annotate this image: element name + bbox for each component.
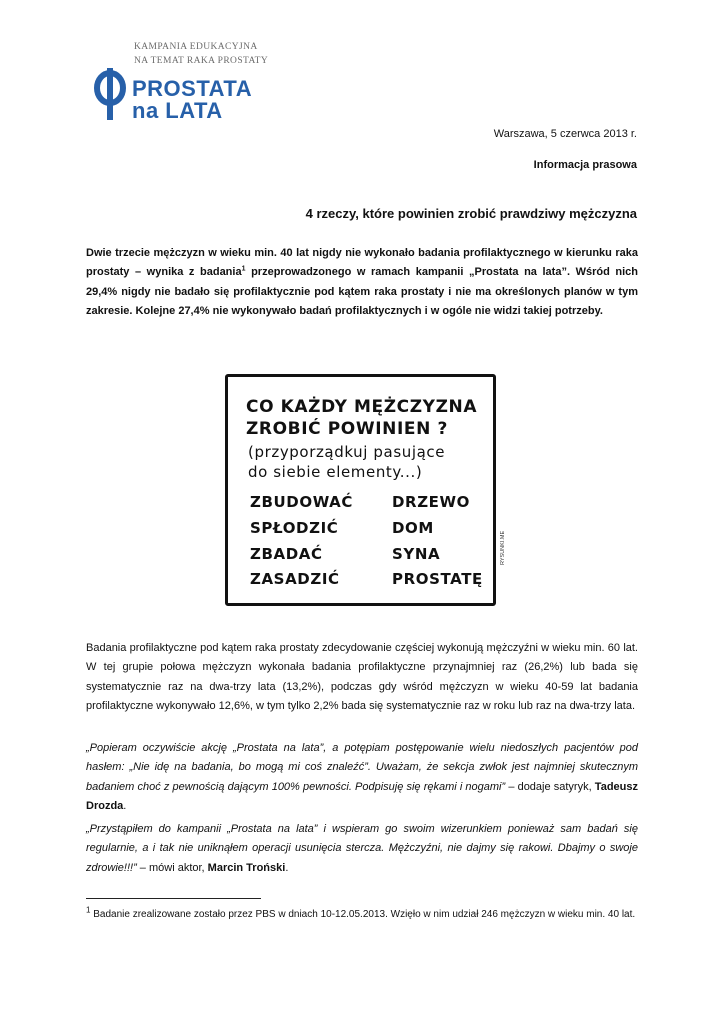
cartoon-title-line-1: CO KAŻDY MĘŻCZYZNA [246, 397, 478, 417]
cartoon-subtitle-line-1: (przyporządkuj pasujące [248, 443, 446, 461]
cartoon-credit: RYSUNKI.ME [500, 530, 506, 565]
footnote [86, 907, 646, 923]
lead-text-part-1: Dwie trzecie mężczyzn w wieku min. 40 lat nigdy nie wykonało badania profilaktycznego w kierunku raka prostaty – wynika z badania [86, 247, 638, 279]
quote-1-attribution: – dodaje satyryk, [505, 780, 595, 793]
tagline-line-2: NA TEMAT RAKA PROSTATY [134, 56, 269, 66]
page-title: 4 rzeczy, które powinien zrobić prawdziwy mężczyzna [305, 206, 637, 221]
logo-name-line-2: na LATA [132, 98, 223, 123]
document-date: Warszawa, 5 czerwca 2013 r. [493, 128, 637, 140]
footnote-reference: 1 [241, 265, 246, 273]
cartoon-right-word: PROSTATĘ [392, 570, 483, 588]
cartoon-subtitle-line-2: do siebie elementy...) [248, 463, 423, 481]
quote-1-end: . [123, 800, 127, 813]
quote-2-author: Marcin Troński [207, 861, 286, 874]
lead-text-part-2: przeprowadzonego w ramach kampanii „Prostata na lata”. Wśród nich 29,4% nigdy nie badało się profilaktycznie pod kątem raka prostaty i nie ma określonych planów w tym zakresie. Kolejne 27,4% nie wykonywało badań profilaktycznych i w ogóle nie widzi takiej potrzeby. [86, 266, 638, 318]
campaign-tagline [134, 40, 268, 68]
tagline-line-1: KAMPANIA EDUKACYJNA [134, 42, 258, 52]
cartoon-left-word: ZBADAĆ [250, 545, 323, 563]
footnote-divider [86, 898, 261, 899]
quote-paragraph-2 [86, 820, 638, 878]
quote-2-text: „Przystąpiłem do kampanii „Prostata na lata” i wspieram go swoim wizerunkiem ponieważ sam badań się regularnie, a i tak nie uniknąłem operacji usunięcia stercza. Mężczyźni, nie dajmy się rakowi. Dbajmy o swoje zdrowie!!!” [86, 823, 638, 874]
logo-name-line-1: PROSTATA [132, 76, 253, 101]
cartoon-left-word: SPŁODZIĆ [250, 519, 339, 537]
quote-2-attribution: – mówi aktor, [136, 861, 208, 874]
cartoon-left-word: ZBUDOWAĆ [250, 493, 353, 511]
quote-2-end: . [285, 861, 289, 874]
footnote-text: Badanie zrealizowane zostało przez PBS w dniach 10-12.05.2013. Wzięło w nim udział 246 mężczyzn w wieku min. 40 lat. [90, 909, 636, 920]
cartoon-left-word: ZASADZIĆ [250, 570, 340, 588]
cartoon-right-word: DOM [392, 519, 434, 537]
body-paragraph: Badania profilaktyczne pod kątem raka prostaty zdecydowanie częściej wykonują mężczyźni w wieku min. 60 lat. W tej grupie połowa mężczyzn wykonała badania profilaktyczne przynajmniej raz (26,2%) lub bada się systematycznie raz na dwa-trzy lata (13,2%), podczas gdy wśród mężczyzn w wieku 40-59 lat badania profilaktyczne wykonywało 12,6%, w tym tylko 2,2% bada się systematycznie raz w roku lub raz na dwa-trzy lata. [86, 642, 638, 713]
cartoon-right-word: SYNA [392, 545, 441, 563]
cartoon-title-line-2: ZROBIĆ POWINIEN ? [246, 419, 448, 439]
cartoon-right-word: DRZEWO [392, 493, 471, 511]
quote-1-author: Tadeusz Drozda [86, 780, 638, 813]
footnote-number: 1 [86, 905, 91, 915]
quote-1-text: „Popieram oczywiście akcję „Prostata na lata”, a potępiam postępowanie wielu niedoszłych pacjentów pod hasłem: „Nie idę na badania, bo mogą mi coś znaleźć”. Uważam, że sekcja zwłok jest najmniej skutecznym badaniem choć z pewnością dającym 100% pewności. Podpisuję się rękami i nogami” [86, 742, 638, 793]
press-release-label: Informacja prasowa [533, 159, 637, 171]
cartoon-illustration [225, 374, 496, 606]
quote-paragraph-1 [86, 739, 638, 817]
lead-paragraph [86, 244, 638, 322]
